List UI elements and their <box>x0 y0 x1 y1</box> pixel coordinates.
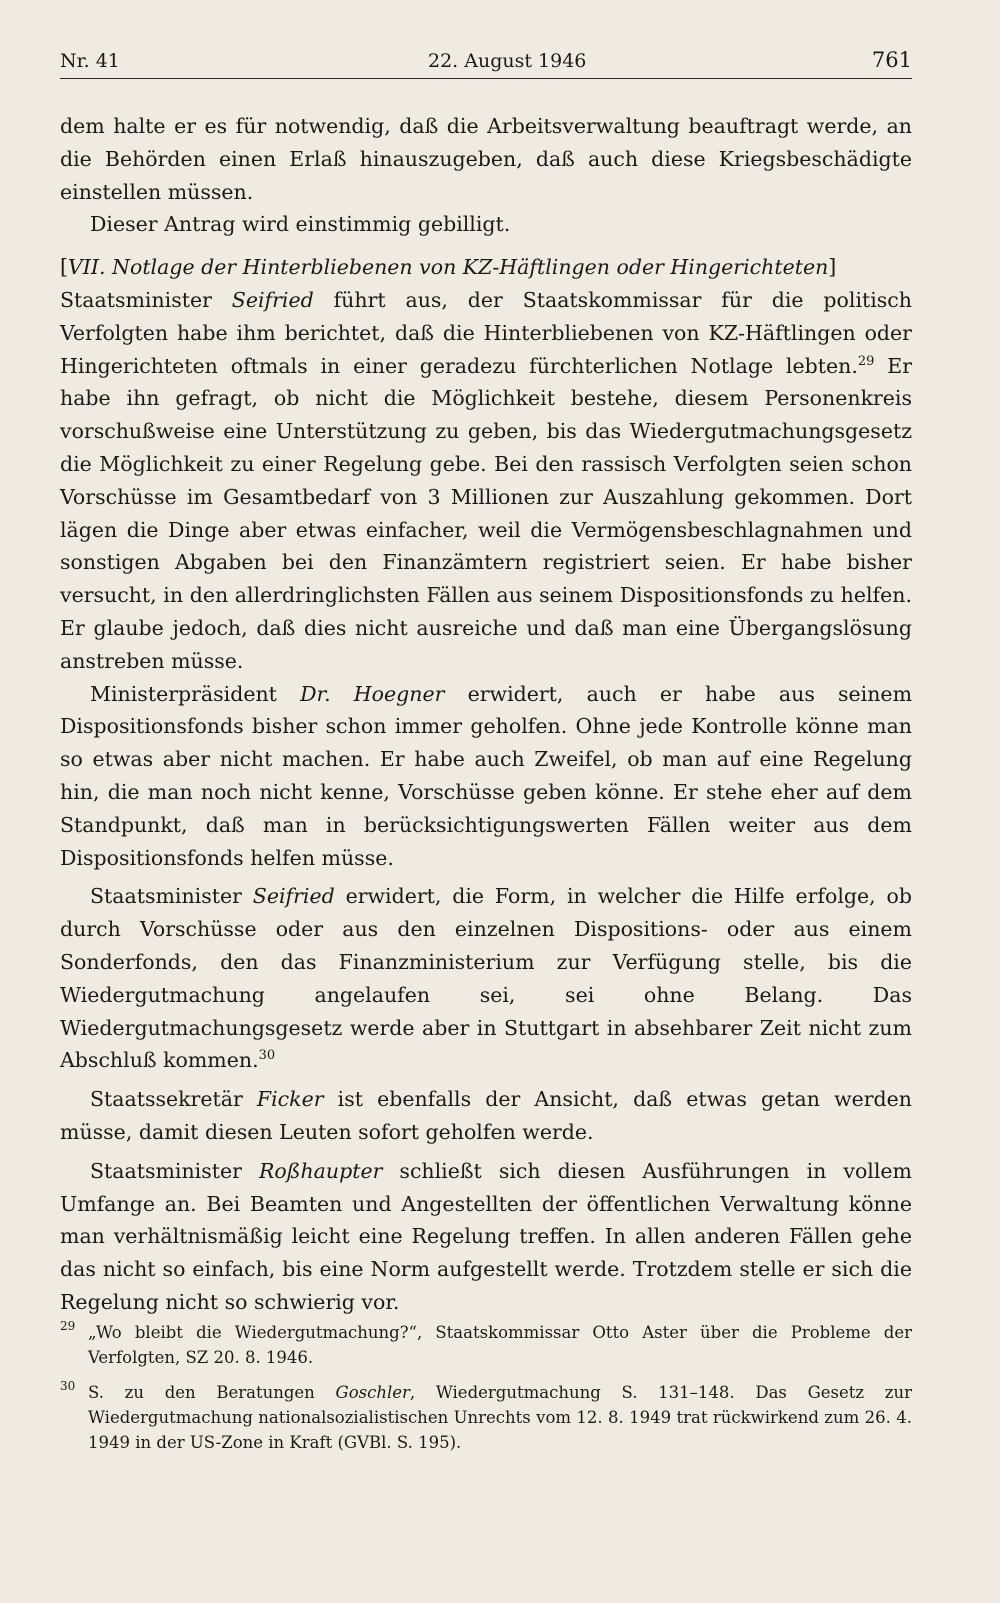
p7-text-a: Staatsminister <box>90 1158 259 1183</box>
p4-text-a: Ministerpräsident <box>90 681 301 706</box>
footnote-number: 30 <box>60 1379 76 1393</box>
paragraph-5 <box>60 880 912 1077</box>
p6-text-a: Staatssekretär <box>90 1087 257 1112</box>
heading-bracket-close: ] <box>828 255 837 280</box>
p4-speaker: Dr. Hoegner <box>300 681 445 706</box>
footnote-30 <box>60 1380 912 1455</box>
p6-text-b: ist ebenfalls der Ansicht, daß etwas getan werden müsse, damit diesen Leuten sofort geholfen werde. <box>60 1087 913 1144</box>
page-number: 761 <box>871 48 912 72</box>
footnote-text-a: S. zu den Beratungen <box>88 1383 336 1402</box>
footnote-ref-29[interactable]: 29 <box>857 353 875 369</box>
p4-text-b: erwidert, auch er habe aus seinem Dispositionsfonds bisher schon immer geholfen. Ohne jede Kontrolle könne man so etwas aber nicht machen. Er habe auch Zweifel, ob man auf eine Regelung hin, die man noch nicht kenne, Vorschüsse geben könne. Er stehe eher auf dem Standpunkt, daß man in berücksichtigungswerten Fällen weiter aus dem Dispositionsfonds helfen müsse. <box>60 681 913 870</box>
footnote-author: Goschler <box>335 1383 410 1402</box>
section-heading <box>60 251 912 284</box>
footnote-29 <box>60 1320 912 1370</box>
p3-text-c: Er habe ihn gefragt, ob nicht die Möglichkeit bestehe, diesem Personenkreis vorschußweise eine Unterstützung zu geben, bis das Wiedergutmachungsgesetz die Möglichkeit zu einer Regelung gebe. Bei den rassisch Verfolgten seien schon Vorschüsse im Gesamtbedarf von 3 Millionen zur Auszahlung gekommen. Dort lägen die Dinge aber etwas einfacher, weil die Vermögensbeschlagnahmen und sonstigen Abgaben bei den Finanzämtern registriert seien. Er habe bisher versucht, in den allerdringlichsten Fällen aus seinem Dispositionsfonds zu helfen. Er glaube jedoch, daß dies nicht ausreiche und daß man eine Übergangslösung anstreben müsse. <box>60 353 912 673</box>
running-header <box>60 44 912 79</box>
heading-text: VII. Notlage der Hinterbliebenen von KZ-Häftlingen oder Hingerichteten <box>68 255 829 280</box>
header-date: 22. August 1946 <box>428 50 587 72</box>
paragraph-2: Dieser Antrag wird einstimmig gebilligt. <box>90 212 511 237</box>
footnote-text-b: , Wiedergutmachung S. 131–148. Das Gesetz zur Wiedergutmachung nationalsozialistischen Unrechts vom 12. 8. 1949 trat rückwirkend zum 26. 4. 1949 in der US-Zone in Kraft (GVBl. S. 195). <box>88 1383 912 1452</box>
p5-speaker: Seifried <box>252 884 335 909</box>
paragraph-7 <box>60 1155 912 1319</box>
p3-text-b: führt aus, der Staatskommissar für die politisch Verfolgten habe ihm berichtet, daß die Hinterbliebenen von KZ-Häftlingen oder Hingerichteten oftmals in einer geradezu fürchterlichen Notlage lebten. <box>60 287 912 378</box>
p3-speaker: Seifried <box>231 287 314 312</box>
paragraph-6 <box>60 1083 912 1149</box>
p7-text-b: schließt sich diesen Ausführungen in vollem Umfange an. Bei Beamten und Angestellten der öffentlichen Verwaltung könne man verhältnismäßig leicht eine Regelung treffen. In allen anderen Fällen gehe das nicht so einfach, bis eine Norm aufgestellt werde. Trotzdem stelle er sich die Regelung nicht so schwierig vor. <box>60 1158 912 1314</box>
paragraph-3 <box>60 284 912 678</box>
footnote-ref-30[interactable]: 30 <box>258 1048 276 1064</box>
main-text <box>60 110 912 1319</box>
footnote-number: 29 <box>60 1319 76 1333</box>
p6-speaker: Ficker <box>256 1087 324 1112</box>
paragraph-4 <box>60 678 912 875</box>
p5-text-b: erwidert, die Form, in welcher die Hilfe erfolge, ob durch Vorschüsse oder aus den einzelnen Dispositions- oder aus einem Sonderfonds, den das Finanzministerium zur Verfügung stelle, bis die Wiedergutmachung angelaufen sei, sei ohne Belang. Das Wiedergutmachungsgesetz werde aber in Stuttgart in absehbarer Zeit nicht zum Abschluß kommen. <box>60 884 912 1073</box>
footnotes <box>60 1320 912 1465</box>
p7-speaker: Roßhaupter <box>258 1158 383 1183</box>
paragraph-1: dem halte er es für notwendig, daß die Arbeitsverwaltung beauftragt werde, an die Behörden einen Erlaß hinauszugeben, daß auch diese Kriegsbeschädigte einstellen müssen. <box>60 114 912 204</box>
footnote-text-a: „Wo bleibt die Wiedergutmachung?“, Staatskommissar Otto Aster über die Probleme der Verfolgten, SZ 20. 8. 1946. <box>88 1323 912 1367</box>
p3-text-a: Staatsminister <box>60 287 232 312</box>
p5-text-a: Staatsminister <box>90 884 253 909</box>
issue-number: Nr. 41 <box>60 50 120 72</box>
heading-bracket-open: [ <box>60 255 68 280</box>
